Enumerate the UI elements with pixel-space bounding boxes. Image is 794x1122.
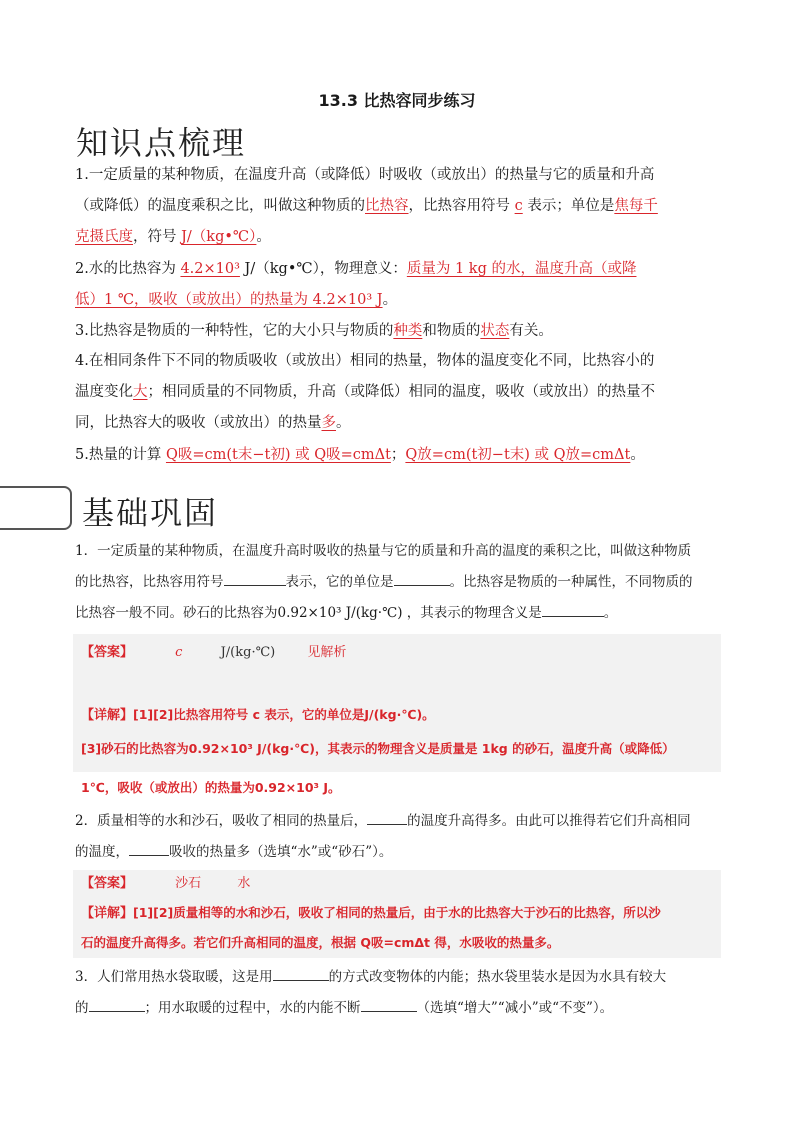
key-term: 状态 (480, 323, 510, 339)
key-term: 比热容 (365, 198, 409, 214)
section-heading-basics: 基础巩固 (82, 494, 219, 532)
text-segment: 和物质的 (422, 323, 481, 339)
q1-answer-2: J/(kg·℃) (220, 645, 276, 660)
knowledge-point-line (75, 191, 723, 222)
text-segment: ；相同质量的不同物质，升高（或降低）相同的温度，吸收（或放出）的热量不 (147, 384, 655, 400)
answer-blank[interactable] (361, 997, 417, 1012)
text-segment: 4.在相同条件下不同的物质吸收（或放出）相同的热量，物体的温度变化不同，比热容小的 (75, 353, 655, 369)
q3-line2: 的 ；用水取暖的过程中，水的内能不断 （选填“增大”“减小”或“不变”）。 (75, 993, 723, 1024)
heading-frame (0, 486, 72, 530)
knowledge-point (75, 316, 723, 347)
key-term: 大 (133, 384, 148, 400)
key-term: Q吸=cm(t末−t初) 或 Q吸=cmΔt (165, 447, 391, 463)
question-2 (75, 806, 723, 868)
text-segment: 。 (336, 415, 351, 431)
q1-line1: 1．一定质量的某种物质，在温度升高时吸收的热量与它的质量和升高的温度的乘积之比，叫做这种物质 (75, 543, 692, 559)
text-segment: 有关。 (509, 323, 553, 339)
knowledge-point (75, 346, 723, 439)
q1-answer-3: 见解析 (307, 645, 347, 660)
answer-blank[interactable] (367, 810, 407, 825)
knowledge-point-line (75, 285, 723, 316)
key-term: 低）1 ℃，吸收（或放出）的热量为 4.2×10³ J (75, 292, 383, 308)
knowledge-point (75, 160, 723, 253)
q2-answer-1: 沙石 (175, 876, 202, 891)
q2-detail-row-1: 【详解】[1][2]质量相等的水和沙石，吸收了相同的热量后，由于水的比热容大于沙石的比热容，所以沙 (81, 905, 661, 921)
key-term: 种类 (393, 323, 423, 339)
question-3 (75, 962, 723, 1024)
text-segment: ，比热容用符号 (408, 198, 515, 214)
question-1 (75, 536, 723, 629)
q1-line3: 比热容一般不同。砂石的比热容为0.92×10³ J/(kg·℃) ，其表示的物理含义是 。 (75, 598, 723, 629)
text-segment: 。 (630, 447, 645, 463)
q2-answer-2: 水 (237, 876, 251, 891)
key-term: J/（kg•℃） (181, 229, 257, 245)
section-heading-knowledge: 知识点梳理 (76, 124, 247, 162)
key-term: Q放=cm(t初−t末) 或 Q放=cmΔt (405, 447, 631, 463)
answer-blank[interactable] (273, 966, 329, 981)
text-segment: 1.一定质量的某种物质，在温度升高（或降低）时吸收（或放出）的热量与它的质量和升高 (75, 167, 655, 183)
q1-answer-1: c (175, 645, 183, 660)
q2-line2: 的温度， 吸收的热量多（选填“水”或“砂石”）。 (75, 837, 723, 868)
key-term: c (514, 198, 523, 214)
q2-detail-row-2: 石的温度升高得多。若它们升高相同的温度，根据 Q吸=cmΔt 得，水吸收的热量多。 (81, 935, 560, 950)
q1-line2: 的比热容，比热容用符号 表示，它的单位是 。比热容是物质的一种属性，不同物质的 (75, 567, 723, 598)
key-term: 质量为 1 kg 的水，温度升高（或降 (406, 261, 637, 277)
q1-detail-row-3: 1℃，吸收（或放出）的热量为0.92×10³ J。 (81, 780, 341, 795)
text-segment: ； (390, 447, 406, 463)
q1-detail-row-1: 【详解】[1][2]比热容用符号 c 表示，它的单位是J/(kg·℃)。 (81, 707, 435, 723)
answer-blank[interactable] (542, 602, 604, 617)
q2-answer-row: 【答案】 沙石 水 (81, 876, 251, 891)
knowledge-point-line (75, 316, 723, 347)
q1-answer-block (73, 634, 721, 772)
text-segment: 2.水的比热容为 (75, 261, 181, 277)
knowledge-point (75, 440, 723, 471)
knowledge-point-line (75, 377, 723, 408)
answer-blank[interactable] (394, 571, 450, 586)
knowledge-point-line (75, 254, 723, 285)
key-term: 克摄氏度 (75, 229, 133, 245)
text-segment: 5.热量的计算 (75, 447, 166, 463)
q2-answer-block (73, 870, 721, 958)
key-term: 多 (321, 415, 336, 431)
knowledge-point-line (75, 408, 723, 439)
answer-blank[interactable] (224, 571, 286, 586)
text-segment: J/（kg•℃），物理意义： (239, 261, 407, 277)
text-segment: 同，比热容大的吸收（或放出）的热量 (75, 415, 322, 431)
q1-detail-row-2: [3]砂石的比热容为0.92×10³ J/(kg·℃)，其表示的物理含义是质量是 1kg 的砂石，温度升高（或降低） (81, 741, 675, 756)
knowledge-point (75, 254, 723, 316)
knowledge-point-line (75, 346, 723, 377)
knowledge-point-line (75, 222, 723, 253)
text-segment: 温度变化 (75, 384, 133, 400)
text-segment: （或降低）的温度乘积之比，叫做这种物质的 (75, 198, 365, 214)
key-term: 4.2×10³ (180, 261, 240, 277)
knowledge-point-line (75, 440, 723, 471)
text-segment: 表示；单位是 (522, 198, 615, 214)
key-term: 焦每千 (614, 198, 658, 214)
q2-line1: 2．质量相等的水和沙石，吸收了相同的热量后， 的温度升高得多。由此可以推得若它们升高相同 (75, 806, 723, 837)
q1-answer-row: 【答案】 c J/(kg·℃) 见解析 (81, 645, 347, 660)
text-segment: 。 (256, 229, 271, 245)
answer-blank[interactable] (89, 997, 145, 1012)
page-title: 13.3 比热容同步练习 (318, 91, 476, 110)
q3-line1: 3．人们常用热水袋取暖，这是用 的方式改变物体的内能；热水袋里装水是因为水具有较大 (75, 962, 723, 993)
text-segment: ，符号 (133, 229, 182, 245)
answer-blank[interactable] (129, 841, 169, 856)
knowledge-point-line (75, 160, 723, 191)
text-segment: 。 (382, 292, 398, 308)
text-segment: 3.比热容是物质的一种特性，它的大小只与物质的 (75, 323, 394, 339)
